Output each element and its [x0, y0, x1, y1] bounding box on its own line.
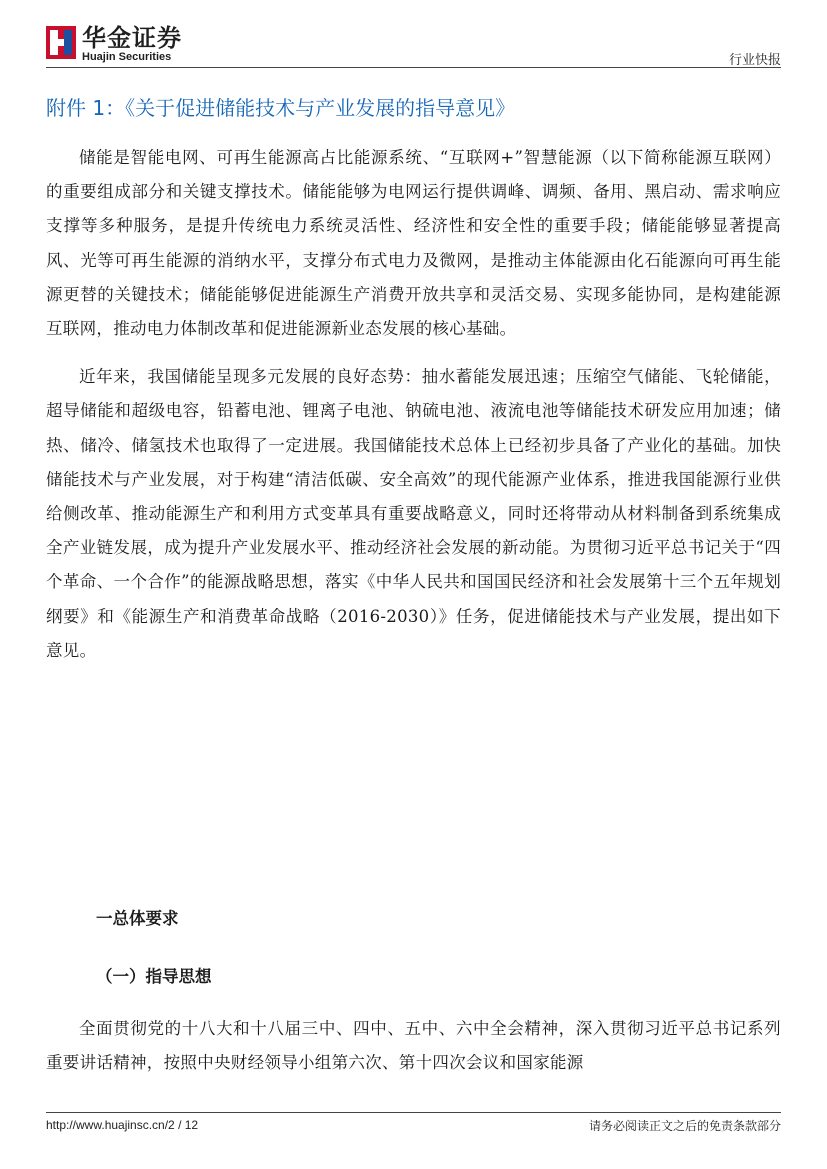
brand-name-en: Huajin Securities: [82, 51, 172, 63]
header-divider: [46, 67, 781, 68]
page-header: [0, 0, 827, 72]
footer-disclaimer: 请务必阅读正文之后的免责条款部分: [588, 1119, 781, 1133]
paragraph-1: 储能是智能电网、可再生能源高占比能源系统、“互联网+”智慧能源（以下简称能源互联网）的重要组成部分和关键支撑技术。储能能够为电网运行提供调峰、调频、备用、黑启动、需求响应支撑等多种服务，是提升传统电力系统灵活性、经济性和安全性的重要手段；储能能够显著提高风、光等可再生能源的消纳水平，支撑分布式电力及微网，是推动主体能源由化石能源向可再生能源更替的关键技术；储能能够促进能源生产消费开放共享和灵活交易、实现多能协同，是构建能源互联网，推动电力体制改革和促进能源新业态发展的核心基础。: [46, 148, 781, 339]
section-title: 附件 1：《关于促进储能技术与产业发展的指导意见》: [46, 96, 516, 120]
paragraph-2: 近年来，我国储能呈现多元发展的良好态势：抽水蓄能发展迅速；压缩空气储能、飞轮储能，超导储能和超级电容，铅蓄电池、锂离子电池、钠硫电池、液流电池等储能技术研发应用加速；储热、储冷、储氢技术也取得了一定进展。我国储能技术总体上已经初步具备了产业化的基础。加快储能技术与产业发展，对于构建“清洁低碳、安全高效”的现代能源产业体系，推进我国能源行业供给侧改革、推动能源生产和利用方式变革具有重要战略意义，同时还将带动从材料制备到系统集成全产业链发展，成为提升产业发展水平、推动经济社会发展的新动能。为贯彻习近平总书记关于“四个革命、一个合作”的能源战略思想，落实《中华人民共和国国民经济和社会发展第十三个五年规划纲要》和《能源生产和消费革命战略（2016-2030）》任务，促进储能技术与产业发展，提出如下意见。: [46, 367, 781, 660]
footer-url-page[interactable]: http://www.huajinsc.cn/2 / 12: [46, 1118, 199, 1132]
document-body-continued: [46, 1012, 781, 1080]
heading-overall-requirements: 一总体要求: [96, 909, 179, 928]
brand-logo: [46, 26, 182, 63]
brand-name-cn: 华金证券: [82, 24, 182, 52]
footer-divider: [46, 1112, 781, 1113]
report-type-label: 行业快报: [728, 53, 781, 68]
heading-guiding-ideology: （一）指导思想: [96, 967, 212, 986]
huajin-logo-icon: [46, 26, 76, 59]
paragraph-3: 全面贯彻党的十八大和十八届三中、四中、五中、六中全会精神，深入贯彻习近平总书记系列重要讲话精神，按照中央财经领导小组第六次、第十四次会议和国家能源: [46, 1019, 781, 1073]
document-body: [46, 141, 781, 668]
